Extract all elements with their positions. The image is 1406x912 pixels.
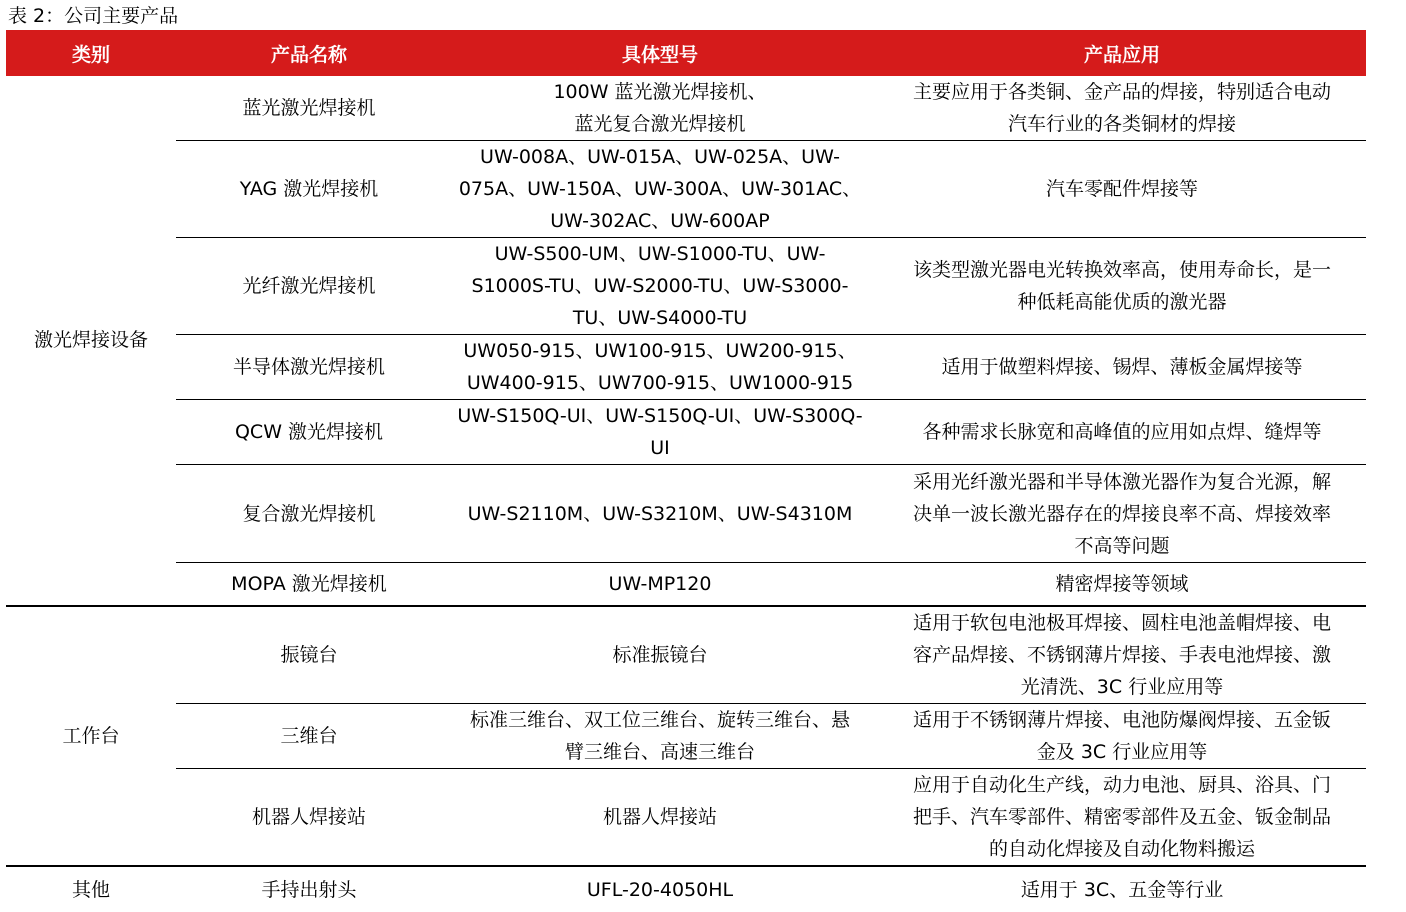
product-name-cell: QCW 激光焊接机 bbox=[176, 400, 442, 465]
header-model: 具体型号 bbox=[442, 30, 878, 76]
cell-text-line: UW-S500-UM、UW-S1000-TU、UW- bbox=[494, 243, 826, 265]
table-row bbox=[6, 76, 1366, 141]
application-cell bbox=[878, 141, 1366, 238]
table-row bbox=[6, 238, 1366, 335]
cell-text-line: 机器人焊接站 bbox=[602, 806, 717, 828]
model-cell bbox=[442, 76, 878, 141]
cell-text-line: 容产品焊接、不锈钢薄片焊接、手表电池焊接、激 bbox=[912, 643, 1331, 666]
table-row bbox=[6, 606, 1366, 704]
application-cell bbox=[878, 769, 1366, 867]
application-cell bbox=[878, 704, 1366, 769]
cell-text-line: 光清洗、3C 行业应用等 bbox=[1020, 675, 1224, 698]
application-cell bbox=[878, 335, 1366, 400]
application-cell bbox=[878, 866, 1366, 912]
header-product-name: 产品名称 bbox=[176, 30, 442, 76]
table-row bbox=[6, 769, 1366, 867]
category-cell: 其他 bbox=[71, 878, 110, 901]
table-row bbox=[6, 704, 1366, 769]
table-row bbox=[6, 866, 1366, 912]
application-cell bbox=[878, 606, 1366, 704]
cell-text-line: 100W 蓝光激光焊接机、 bbox=[553, 81, 767, 103]
table-row bbox=[6, 141, 1366, 238]
cell-text-line: UI bbox=[650, 437, 670, 459]
cell-text-line: S1000S-TU、UW-S2000-TU、UW-S3000- bbox=[471, 275, 849, 297]
header-application: 产品应用 bbox=[878, 30, 1366, 76]
cell-text-line: 标准三维台、双工位三维台、旋转三维台、悬 bbox=[469, 709, 850, 731]
cell-text-line: UW-MP120 bbox=[608, 572, 712, 595]
cell-text-line: 金及 3C 行业应用等 bbox=[1036, 741, 1208, 763]
product-name-cell: 机器人焊接站 bbox=[176, 769, 442, 867]
cell-text-line: 汽车零配件焊接等 bbox=[1045, 178, 1198, 200]
table-caption: 表 2：公司主要产品 bbox=[8, 5, 179, 27]
model-cell bbox=[442, 400, 878, 465]
product-name-cell: 三维台 bbox=[176, 704, 442, 769]
cell-text-line: 蓝光复合激光焊接机 bbox=[574, 113, 746, 135]
table-row bbox=[6, 465, 1366, 563]
product-name-cell: 半导体激光焊接机 bbox=[176, 335, 442, 400]
application-cell bbox=[878, 563, 1366, 606]
cell-text-line: UW050-915、UW100-915、UW200-915、 bbox=[463, 340, 857, 362]
model-cell bbox=[442, 563, 878, 606]
product-name-cell: YAG 激光焊接机 bbox=[176, 141, 442, 238]
cell-text-line: UW-302AC、UW-600AP bbox=[550, 210, 770, 232]
cell-text-line: 精密焊接等领域 bbox=[1055, 572, 1189, 595]
cell-text-line: TU、UW-S4000-TU bbox=[572, 307, 748, 329]
application-cell bbox=[878, 76, 1366, 141]
cell-text-line: 采用光纤激光器和半导体激光器作为复合光源，解 bbox=[912, 470, 1331, 493]
cell-text-line: 适用于不锈钢薄片焊接、电池防爆阀焊接、五金钣 bbox=[912, 709, 1331, 731]
cell-text-line: UW-S2110M、UW-S3210M、UW-S4310M bbox=[467, 502, 853, 525]
model-cell bbox=[442, 866, 878, 912]
product-name-cell: MOPA 激光焊接机 bbox=[176, 563, 442, 606]
table-row bbox=[6, 563, 1366, 606]
cell-text-line: 的自动化焊接及自动化物料搬运 bbox=[988, 838, 1255, 860]
product-name-cell: 振镜台 bbox=[176, 606, 442, 704]
cell-text-line: 汽车行业的各类铜材的焊接 bbox=[1007, 113, 1236, 135]
cell-text-line: 主要应用于各类铜、金产品的焊接，特别适合电动 bbox=[912, 81, 1331, 103]
application-cell bbox=[878, 400, 1366, 465]
application-cell bbox=[878, 465, 1366, 563]
table-row bbox=[6, 335, 1366, 400]
cell-text-line: UW-S150Q-UI、UW-S150Q-UI、UW-S300Q- bbox=[457, 405, 863, 427]
cell-text-line: 种低耗高能优质的激光器 bbox=[1017, 291, 1227, 313]
products-table bbox=[6, 30, 1366, 912]
product-name-cell: 复合激光焊接机 bbox=[176, 465, 442, 563]
category-cell: 激光焊接设备 bbox=[6, 76, 176, 606]
cell-text-line: 各种需求长脉宽和高峰值的应用如点焊、缝焊等 bbox=[922, 421, 1322, 443]
category-cell: 工作台 bbox=[6, 606, 176, 867]
table-body bbox=[6, 76, 1366, 912]
cell-text-line: 适用于 3C、五金等行业 bbox=[1020, 878, 1224, 901]
cell-text-line: 075A、UW-150A、UW-300A、UW-301AC、 bbox=[458, 178, 862, 200]
application-cell bbox=[878, 238, 1366, 335]
cell-text-line: UFL-20-4050HL bbox=[586, 878, 734, 901]
cell-text-line: 决单一波长激光器存在的焊接良率不高、焊接效率 bbox=[912, 502, 1331, 525]
cell-text-line: UW-008A、UW-015A、UW-025A、UW- bbox=[480, 146, 840, 168]
cell-text-line: 不高等问题 bbox=[1074, 534, 1170, 557]
product-name-cell: 蓝光激光焊接机 bbox=[176, 76, 442, 141]
cell-text-line: 应用于自动化生产线，动力电池、厨具、浴具、门 bbox=[912, 774, 1331, 796]
model-cell bbox=[442, 141, 878, 238]
model-cell bbox=[442, 238, 878, 335]
cell-text-line: 把手、汽车零部件、精密零部件及五金、钣金制品 bbox=[912, 806, 1331, 828]
cell-text-line: 适用于软包电池极耳焊接、圆柱电池盖帽焊接、电 bbox=[912, 611, 1331, 634]
model-cell bbox=[442, 335, 878, 400]
cell-text-line: 标准振镜台 bbox=[612, 643, 708, 666]
model-cell bbox=[442, 704, 878, 769]
model-cell bbox=[442, 606, 878, 704]
product-name-cell: 手持出射头 bbox=[261, 878, 357, 901]
model-cell bbox=[442, 465, 878, 563]
model-cell bbox=[442, 769, 878, 867]
table-row bbox=[6, 400, 1366, 465]
product-name-cell: 光纤激光焊接机 bbox=[176, 238, 442, 335]
cell-text-line: 臂三维台、高速三维台 bbox=[564, 741, 755, 763]
cell-text-line: UW400-915、UW700-915、UW1000-915 bbox=[466, 372, 854, 394]
cell-text-line: 适用于做塑料焊接、锡焊、薄板金属焊接等 bbox=[941, 356, 1303, 378]
table-header-row bbox=[6, 30, 1366, 76]
cell-text-line: 该类型激光器电光转换效率高，使用寿命长，是一 bbox=[912, 259, 1331, 281]
header-category: 类别 bbox=[6, 30, 176, 76]
